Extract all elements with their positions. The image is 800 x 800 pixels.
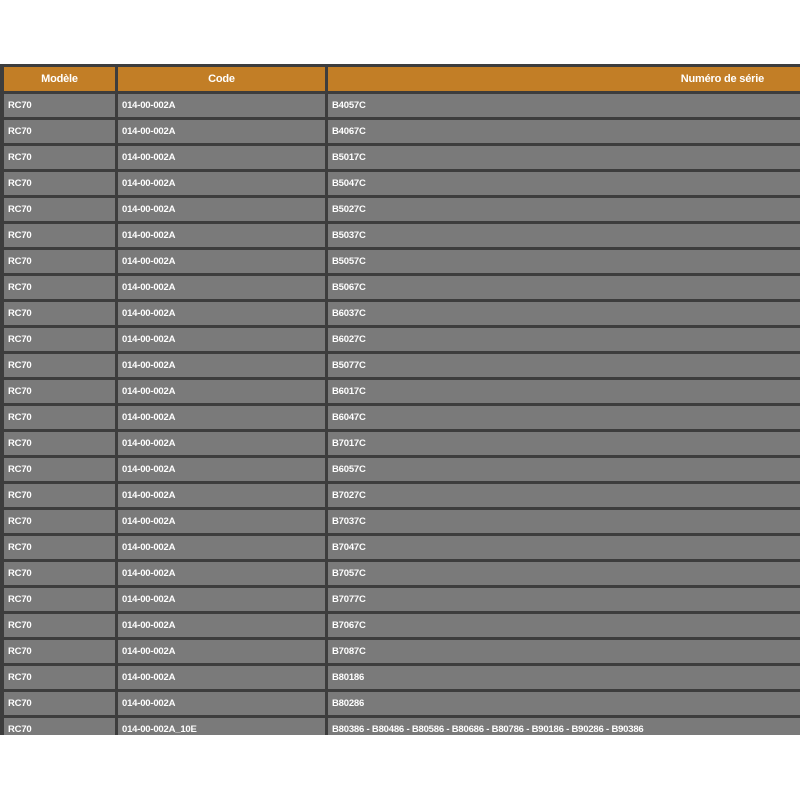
table-row xyxy=(4,146,800,169)
table-row xyxy=(4,432,800,455)
cell-code: 014-00-002A xyxy=(118,562,325,585)
cell-model: RC70 xyxy=(4,432,115,455)
table-row xyxy=(4,588,800,611)
table-row xyxy=(4,510,800,533)
column-header-code: Code xyxy=(118,67,325,91)
cell-code: 014-00-002A xyxy=(118,536,325,559)
cell-serial: B5077C xyxy=(328,354,800,377)
cell-code: 014-00-002A xyxy=(118,224,325,247)
table-row xyxy=(4,562,800,585)
cell-code: 014-00-002A xyxy=(118,588,325,611)
cell-serial: B5027C xyxy=(328,198,800,221)
cell-model: RC70 xyxy=(4,276,115,299)
cell-code: 014-00-002A xyxy=(118,432,325,455)
column-header-serial: Numéro de série xyxy=(328,67,800,91)
cell-code: 014-00-002A xyxy=(118,250,325,273)
cell-code: 014-00-002A xyxy=(118,328,325,351)
cell-code: 014-00-002A xyxy=(118,276,325,299)
table-row xyxy=(4,276,800,299)
cell-model: RC70 xyxy=(4,172,115,195)
table-row xyxy=(4,224,800,247)
table-row xyxy=(4,198,800,221)
cell-code: 014-00-002A xyxy=(118,172,325,195)
cell-serial: B80286 xyxy=(328,692,800,715)
cell-serial: B7077C xyxy=(328,588,800,611)
cell-model: RC70 xyxy=(4,380,115,403)
cell-code: 014-00-002A xyxy=(118,380,325,403)
cell-code: 014-00-002A xyxy=(118,484,325,507)
table-row xyxy=(4,406,800,429)
serial-number-table xyxy=(1,64,800,735)
cell-model: RC70 xyxy=(4,224,115,247)
cell-model: RC70 xyxy=(4,458,115,481)
cell-serial: B7017C xyxy=(328,432,800,455)
cell-code: 014-00-002A xyxy=(118,510,325,533)
cell-code: 014-00-002A xyxy=(118,302,325,325)
table-row xyxy=(4,302,800,325)
cell-model: RC70 xyxy=(4,146,115,169)
cell-serial: B6047C xyxy=(328,406,800,429)
cell-model: RC70 xyxy=(4,614,115,637)
table-row xyxy=(4,666,800,689)
cell-model: RC70 xyxy=(4,198,115,221)
cell-model: RC70 xyxy=(4,302,115,325)
cell-serial: B7087C xyxy=(328,640,800,663)
cell-code: 014-00-002A_10E xyxy=(118,718,325,735)
cell-model: RC70 xyxy=(4,120,115,143)
table-row xyxy=(4,172,800,195)
cell-model: RC70 xyxy=(4,328,115,351)
cell-serial: B5067C xyxy=(328,276,800,299)
table-header-row xyxy=(4,67,800,91)
cell-model: RC70 xyxy=(4,588,115,611)
cell-serial: B5047C xyxy=(328,172,800,195)
cell-serial: B7057C xyxy=(328,562,800,585)
cell-serial: B5037C xyxy=(328,224,800,247)
table-row xyxy=(4,94,800,117)
cell-code: 014-00-002A xyxy=(118,120,325,143)
cell-model: RC70 xyxy=(4,510,115,533)
cell-serial: B5057C xyxy=(328,250,800,273)
cell-serial: B80386 - B80486 - B80586 - B80686 - B80786 - B90186 - B90286 - B90386 xyxy=(328,718,800,735)
table-row xyxy=(4,640,800,663)
cell-serial: B4067C xyxy=(328,120,800,143)
table-row xyxy=(4,484,800,507)
serial-number-table-container xyxy=(0,64,800,735)
cell-code: 014-00-002A xyxy=(118,458,325,481)
cell-code: 014-00-002A xyxy=(118,198,325,221)
cell-code: 014-00-002A xyxy=(118,640,325,663)
cell-serial: B4057C xyxy=(328,94,800,117)
table-row xyxy=(4,380,800,403)
cell-serial: B7047C xyxy=(328,536,800,559)
cell-code: 014-00-002A xyxy=(118,94,325,117)
table-row xyxy=(4,536,800,559)
table-row xyxy=(4,354,800,377)
table-row xyxy=(4,250,800,273)
cell-code: 014-00-002A xyxy=(118,614,325,637)
cell-serial: B6037C xyxy=(328,302,800,325)
cell-code: 014-00-002A xyxy=(118,406,325,429)
cell-model: RC70 xyxy=(4,692,115,715)
cell-code: 014-00-002A xyxy=(118,354,325,377)
cell-code: 014-00-002A xyxy=(118,146,325,169)
cell-serial: B7037C xyxy=(328,510,800,533)
column-header-model: Modèle xyxy=(4,67,115,91)
cell-serial: B7027C xyxy=(328,484,800,507)
cell-model: RC70 xyxy=(4,94,115,117)
cell-model: RC70 xyxy=(4,406,115,429)
table-row xyxy=(4,120,800,143)
table-body xyxy=(4,94,800,735)
cell-model: RC70 xyxy=(4,354,115,377)
table-row xyxy=(4,692,800,715)
table-row xyxy=(4,718,800,735)
table-row xyxy=(4,328,800,351)
cell-model: RC70 xyxy=(4,484,115,507)
cell-serial: B5017C xyxy=(328,146,800,169)
cell-model: RC70 xyxy=(4,718,115,735)
cell-serial: B6057C xyxy=(328,458,800,481)
cell-code: 014-00-002A xyxy=(118,666,325,689)
cell-serial: B80186 xyxy=(328,666,800,689)
table-row xyxy=(4,458,800,481)
table-row xyxy=(4,614,800,637)
cell-code: 014-00-002A xyxy=(118,692,325,715)
cell-serial: B7067C xyxy=(328,614,800,637)
cell-model: RC70 xyxy=(4,640,115,663)
cell-serial: B6027C xyxy=(328,328,800,351)
cell-model: RC70 xyxy=(4,666,115,689)
cell-model: RC70 xyxy=(4,250,115,273)
cell-model: RC70 xyxy=(4,536,115,559)
cell-model: RC70 xyxy=(4,562,115,585)
cell-serial: B6017C xyxy=(328,380,800,403)
